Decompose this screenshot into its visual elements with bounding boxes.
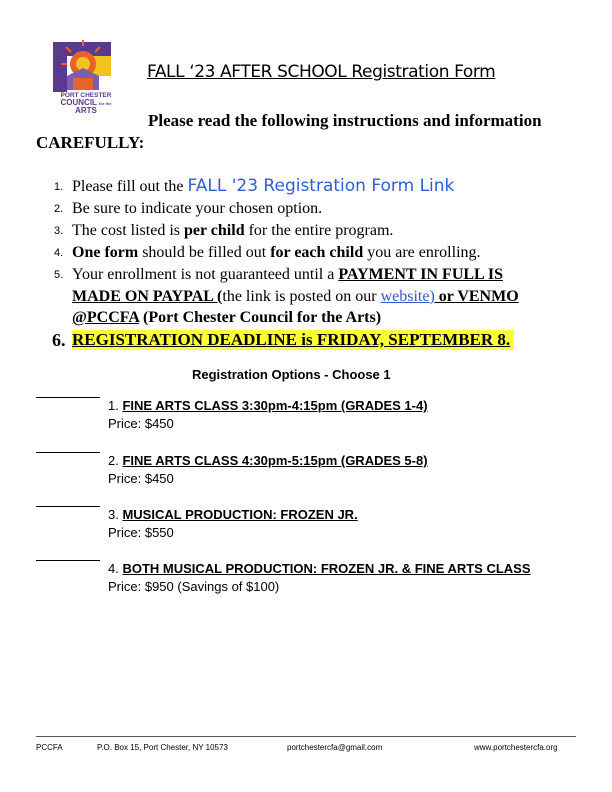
venmo-handle: @PCCFA <box>72 309 140 326</box>
venmo-notice-bold: or VENMO <box>434 288 519 305</box>
payment-notice-bold: PAYMENT IN FULL IS <box>338 266 503 283</box>
option-1-label <box>108 398 428 413</box>
list-number-6: 6. <box>52 330 66 350</box>
list-item-4-bold2: for each child <box>270 244 364 261</box>
logo-text-line1: PORT CHESTER <box>60 92 112 99</box>
logo-text-mid: for the <box>99 101 112 106</box>
instructions-heading-line1: Please read the following instructions and information <box>148 111 542 130</box>
list-item-4-bold1: One form <box>72 244 139 261</box>
list-item-2: Be sure to indicate your chosen option. <box>72 200 323 217</box>
list-number-4: 4. <box>54 247 64 259</box>
registration-form-link[interactable]: FALL '23 Registration Form Link <box>187 176 455 196</box>
option-2-number: 2. <box>108 453 123 468</box>
list-item-5-pre: Your enrollment is not guaranteed until a <box>72 266 339 283</box>
option-2-price: Price: $450 <box>108 471 174 486</box>
option-1-number: 1. <box>108 398 123 413</box>
option-2-blank[interactable] <box>36 452 100 453</box>
council-logo <box>47 38 119 114</box>
list-item-1 <box>72 176 454 197</box>
option-2-label <box>108 453 428 468</box>
list-item-4-post: you are enrolling. <box>363 244 481 261</box>
list-number-2: 2. <box>54 203 64 215</box>
footer-org: PCCFA <box>36 743 63 752</box>
footer-email: portchestercfa@gmail.com <box>287 743 383 752</box>
list-item-5-line3 <box>72 308 381 328</box>
list-item-4 <box>72 243 481 263</box>
paypal-notice-bold: MADE ON PAYPAL ( <box>72 288 223 305</box>
footer-website: www.portchestercfa.org <box>474 743 558 752</box>
list-item-3 <box>72 221 393 241</box>
option-3-blank[interactable] <box>36 506 100 507</box>
website-link[interactable]: website) <box>380 288 435 305</box>
list-number-1: 1. <box>54 181 64 193</box>
option-4-price: Price: $950 (Savings of $100) <box>108 579 280 594</box>
option-3-price: Price: $550 <box>108 525 174 540</box>
list-item-5-mid: the link is posted on our <box>222 288 381 305</box>
logo-text-line2: COUNCIL <box>60 98 97 107</box>
option-1-title: FINE ARTS CLASS 3:30pm-4:15pm (GRADES 1-4) <box>122 398 428 413</box>
option-3-title: MUSICAL PRODUCTION: FROZEN JR. <box>122 507 358 522</box>
footer-address: P.O. Box 15, Port Chester, NY 10573 <box>97 743 228 752</box>
footer-divider <box>36 736 576 737</box>
option-2-title: FINE ARTS CLASS 4:30pm-5:15pm (GRADES 5-8) <box>122 453 428 468</box>
list-item-5-line2 <box>72 287 519 307</box>
form-title: FALL ‘23 AFTER SCHOOL Registration Form <box>147 62 496 82</box>
list-item-4-mid: should be filled out <box>138 244 271 261</box>
option-4-label <box>108 561 531 576</box>
logo-text-line3: ARTS <box>75 106 97 115</box>
list-number-3: 3. <box>54 225 64 237</box>
list-item-3-bold: per child <box>183 222 245 239</box>
list-item-3-post: for the entire program. <box>244 222 394 239</box>
instructions-heading-line2: CAREFULLY: <box>36 133 145 152</box>
list-item-1-text: Please fill out the <box>72 178 188 195</box>
option-4-number: 4. <box>108 561 123 576</box>
option-1-price: Price: $450 <box>108 416 174 431</box>
list-item-3-pre: The cost listed is <box>72 222 184 239</box>
registration-deadline: REGISTRATION DEADLINE is FRIDAY, SEPTEMBER 8. <box>72 330 514 350</box>
option-1-blank[interactable] <box>36 397 100 398</box>
council-name: (Port Chester Council for the Arts) <box>139 309 382 326</box>
list-item-5-line1 <box>72 265 503 285</box>
registration-options-heading: Registration Options - Choose 1 <box>192 367 391 382</box>
option-4-blank[interactable] <box>36 560 100 561</box>
option-3-label <box>108 507 358 522</box>
option-4-title: BOTH MUSICAL PRODUCTION: FROZEN JR. & FINE ARTS CLASS <box>122 561 531 576</box>
option-3-number: 3. <box>108 507 123 522</box>
list-number-5: 5. <box>54 269 64 281</box>
